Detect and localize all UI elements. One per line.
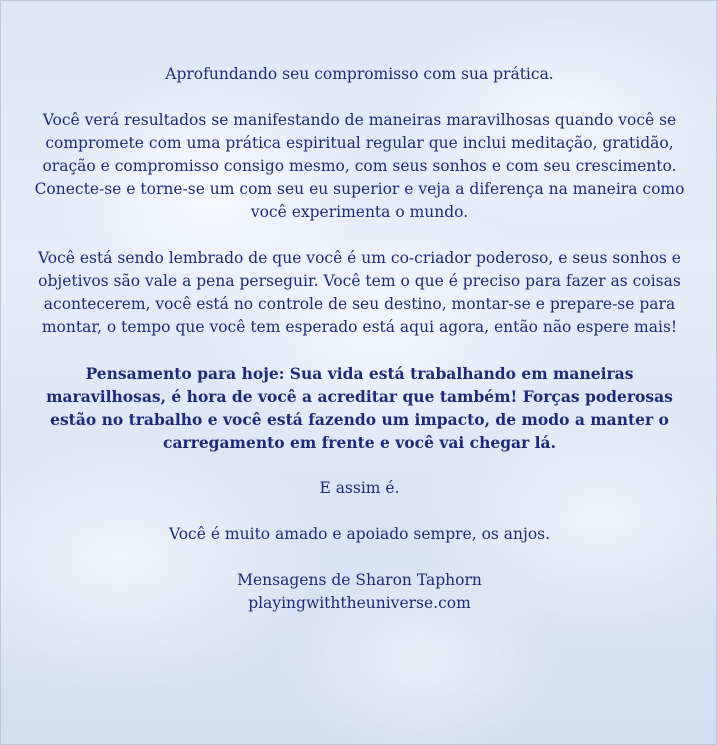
website-link: playingwiththeuniverse.com [248, 594, 471, 612]
message-body [23, 63, 696, 615]
thought-for-today: Pensamento para hoje: Sua vida está trabalhando em maneiras maravilhosas, é hora de você a acreditar que também! Forças poderosas estão no trabalho e você está fazendo um impacto, de modo a manter o carregamento em frente e você vai chegar lá. [46, 364, 673, 452]
author-credit: Mensagens de Sharon Taphorn [237, 571, 482, 589]
closing-line: Você é muito amado e apoiado sempre, os anjos. [168, 525, 551, 543]
so-be-it-line: E assim é. [319, 479, 400, 497]
paragraph-practice: Você verá resultados se manifestando de maneiras maravilhosas quando você se compromete com uma prática espiritual regular que inclui meditação, gratidão, oração e compromisso consigo mesmo, com seus sonhos e com seu crescimento. Conecte-se e torne-se um com seu eu superior e veja a diferença na maneira como você experimenta o mundo. [34, 111, 685, 221]
message-heading: Aprofundando seu compromisso com sua prática. [165, 65, 554, 83]
paragraph-co-creator: Você está sendo lembrado de que você é um co-criador poderoso, e seus sonhos e objetivos são vale a pena perseguir. Você tem o que é preciso para fazer as coisas acontecerem, você está no controle de seu destino, montar-se e prepare-se para montar, o tempo que você tem esperado está aqui agora, então não espere mais! [38, 249, 681, 336]
